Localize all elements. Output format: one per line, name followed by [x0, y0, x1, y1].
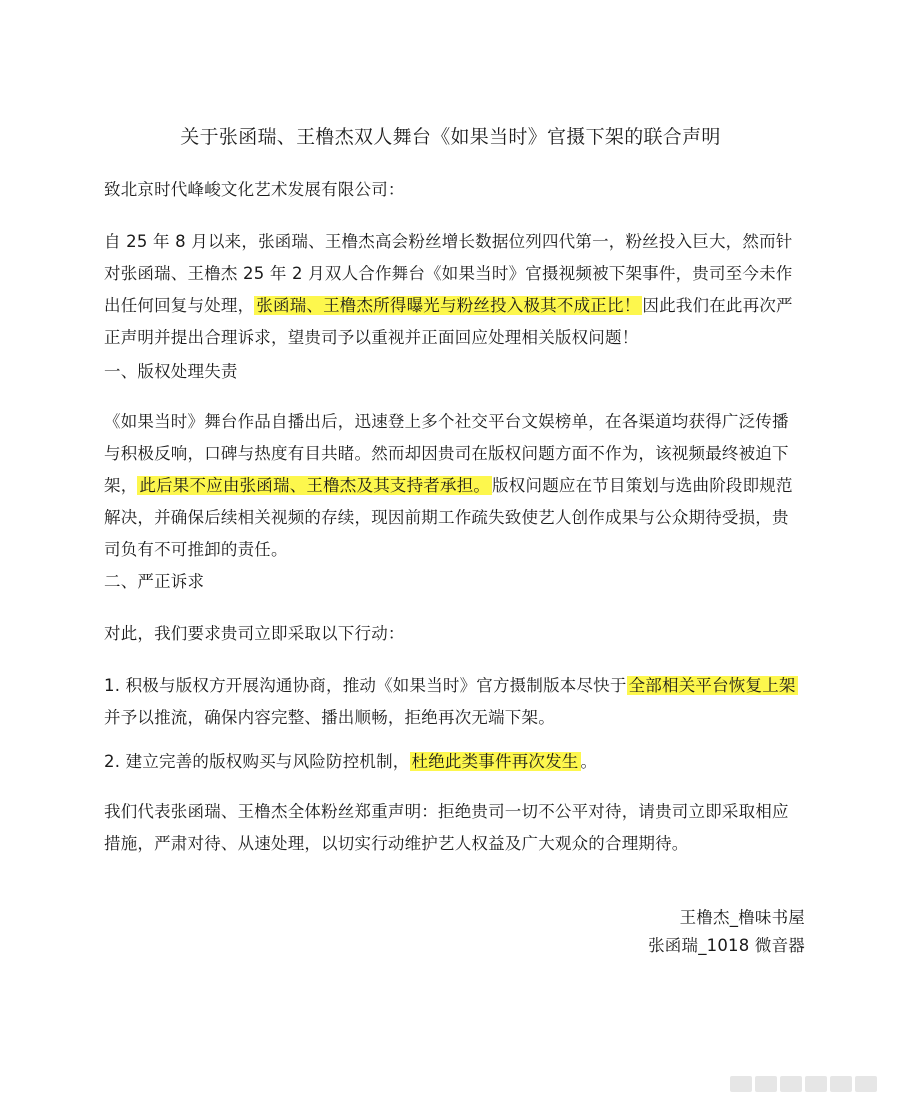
demand1-highlight: 全部相关平台恢复上架	[628, 676, 796, 695]
section1-highlight: 此后果不应由张函瑞、王橹杰及其支持者承担。	[139, 476, 491, 495]
watermark-blur-icon	[730, 1076, 877, 1092]
demand1-text-2: 并予以推流，确保内容完整、播出顺畅，拒绝再次无端下架。	[104, 708, 555, 727]
section2-heading: 二、严正诉求	[104, 572, 205, 591]
section1-paragraph	[104, 406, 804, 566]
intro-text-1: 自 25 年 8 月以来，张函瑞、王橹杰高会粉丝增长数据位列四代第一，粉丝投入巨大，然而针对张函瑞、王橹杰 25 年 2 月双人合作舞台《如果当时》官摄视频被下架事件，贵司至今未作出任何回复与处理，	[104, 232, 793, 315]
demand2-highlight: 杜绝此类事件再次发生	[411, 752, 579, 771]
demand1-text-1: 1. 积极与版权方开展沟通协商，推动《如果当时》官方摄制版本尽快于	[104, 676, 627, 695]
demand-item-2	[104, 746, 804, 778]
signature-2: 张函瑞_1018 微音器	[648, 936, 805, 955]
signature-1: 王橹杰_橹味书屋	[679, 908, 805, 927]
closing-paragraph: 我们代表张函瑞、王橹杰全体粉丝郑重声明：拒绝贵司一切不公平对待，请贵司立即采取相应措施，严肃对待、从速处理，以切实行动维护艺人权益及广大观众的合理期待。	[104, 802, 789, 853]
section1-text-2: 版权问题应在节目策划与选曲阶段即规范解决，并确保后续相关视频的存续，现因前期工作疏失致使艺人创作成果与公众期待受损，贵司负有不可推卸的责任。	[104, 476, 793, 559]
demand2-text-2: 。	[580, 752, 598, 771]
greeting: 致北京时代峰峻文化艺术发展有限公司：	[104, 180, 405, 199]
section2-intro: 对此，我们要求贵司立即采取以下行动：	[104, 624, 405, 643]
intro-paragraph	[104, 226, 804, 354]
demand2-text-1: 2. 建立完善的版权购买与风险防控机制，	[104, 752, 410, 771]
intro-highlight: 张函瑞、王橹杰所得曝光与粉丝投入极其不成正比！	[256, 296, 641, 315]
demand-item-1	[104, 670, 804, 734]
section1-text-1: 《如果当时》舞台作品自播出后，迅速登上多个社交平台文娱榜单，在各渠道均获得广泛传播与积极反响，口碑与热度有目共睹。然而却因贵司在版权问题方面不作为，该视频最终被迫下架，	[104, 412, 789, 495]
document-title: 关于张函瑞、王橹杰双人舞台《如果当时》官摄下架的联合声明	[180, 126, 721, 148]
watermark	[722, 1072, 885, 1096]
intro-text-2: 因此我们在此再次严正声明并提出合理诉求，望贵司予以重视并正面回应处理相关版权问题！	[104, 296, 793, 347]
section1-heading: 一、版权处理失责	[104, 362, 238, 381]
